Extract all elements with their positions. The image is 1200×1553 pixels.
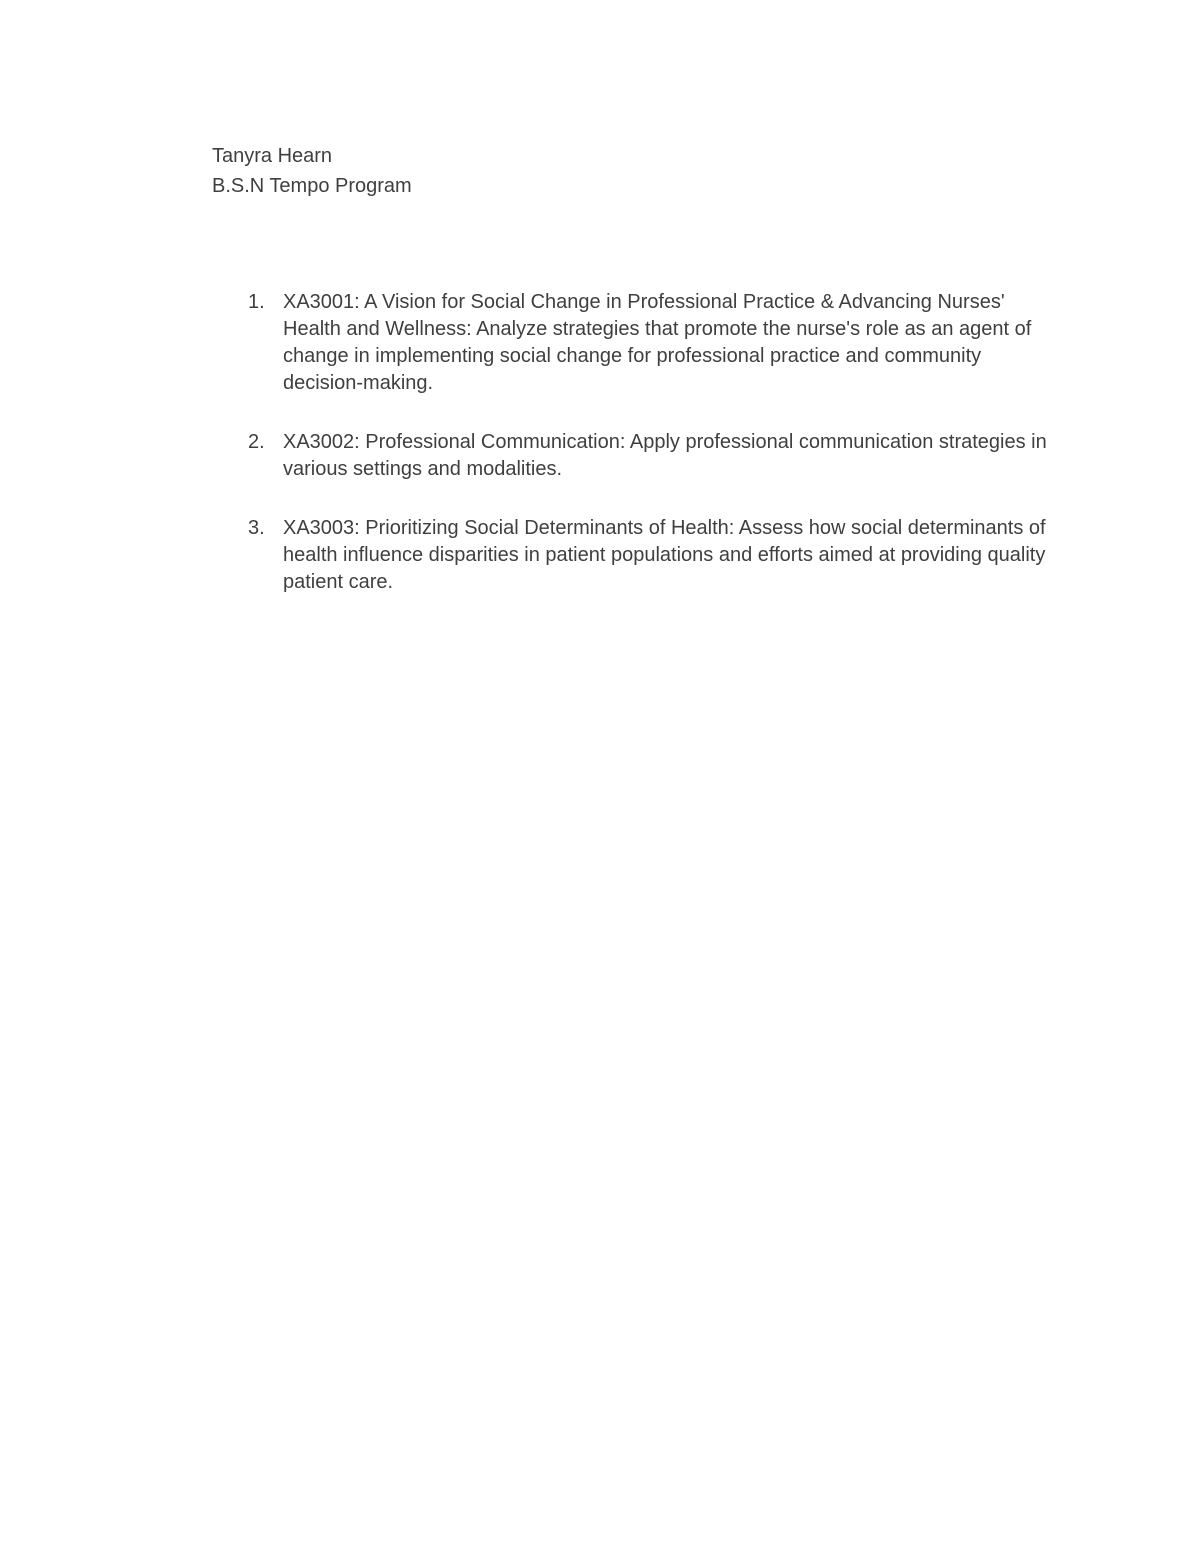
outcome-text-xa3003: XA3003: Prioritizing Social Determinants of Health: Assess how social determinants of health influence disparities in patient populations and efforts aimed at providing quality patient care.: [283, 517, 1046, 593]
list-item: [248, 429, 1200, 483]
list-item: [248, 289, 1200, 397]
outcome-text-xa3001: XA3001: A Vision for Social Change in Professional Practice & Advancing Nurses' Health and Wellness: Analyze strategies that promote the nurse's role as an agent of change in implementing social change for professional practice and community decision-making.: [283, 291, 1032, 394]
author-name: Tanyra Hearn: [212, 145, 333, 167]
outcome-list: [248, 289, 1200, 596]
list-item-number: 1.: [248, 291, 265, 313]
list-item-number: 3.: [248, 517, 265, 539]
list-item: [248, 515, 1200, 596]
list-item-number: 2.: [248, 431, 265, 453]
document-header: [212, 141, 1200, 201]
outcome-text-xa3002: XA3002: Professional Communication: Apply professional communication strategies in various settings and modalities.: [283, 431, 1047, 480]
program-name: B.S.N Tempo Program: [212, 175, 412, 197]
